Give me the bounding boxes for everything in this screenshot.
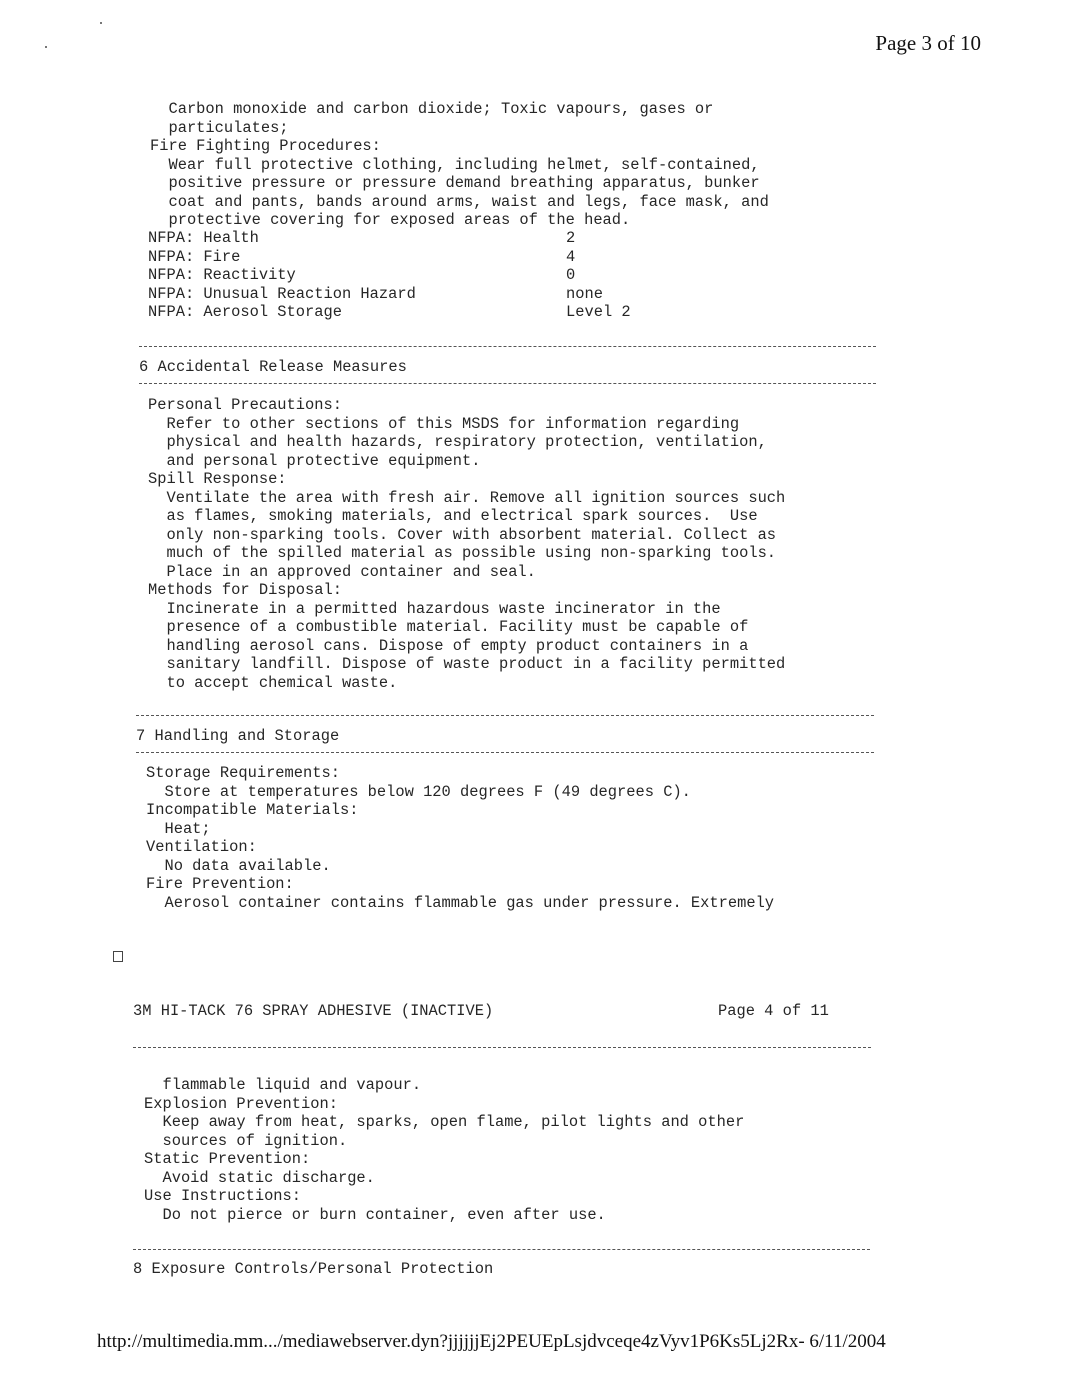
- nfpa-value: 2: [566, 229, 576, 247]
- nfpa-label: NFPA: Aerosol Storage: [148, 303, 342, 321]
- page-break-checkbox: [113, 951, 123, 962]
- footer: [97, 1331, 886, 1353]
- text-line: Wear full protective clothing, including helmet, self-contained,: [150, 155, 760, 174]
- text-line: Methods for Disposal:: [148, 581, 342, 599]
- nfpa-value: Level 2: [566, 303, 631, 321]
- section-rule: [133, 1047, 871, 1048]
- section-rule: [139, 346, 876, 347]
- text-line: sanitary landfill. Dispose of waste product in a facility permitted: [148, 655, 786, 673]
- text-line: Explosion Prevention:: [144, 1094, 338, 1113]
- nfpa-row: [148, 266, 576, 285]
- text-line: presence of a combustible material. Facility must be capable of: [148, 618, 749, 636]
- text-line: Spill Response:: [148, 470, 287, 488]
- text-line: Aerosol container contains flammable gas under pressure. Extremely: [146, 893, 775, 912]
- fire-fighting-text: [150, 100, 769, 230]
- text-line: Refer to other sections of this MSDS for information regarding: [148, 414, 740, 433]
- page-header: Page 3 of 10: [875, 31, 981, 55]
- text-line: Personal Precautions:: [148, 396, 342, 414]
- text-line: Keep away from heat, sparks, open flame, pilot lights and other: [144, 1113, 745, 1131]
- text-line: particulates;: [150, 118, 289, 137]
- text-line: No data available.: [146, 856, 331, 875]
- text-line: Use Instructions:: [144, 1187, 302, 1205]
- text-line: Fire Fighting Procedures:: [150, 137, 381, 155]
- nfpa-table: [148, 229, 631, 322]
- nfpa-row: [148, 284, 603, 304]
- text-line: sources of ignition.: [144, 1131, 348, 1150]
- section-6-body: [148, 396, 785, 692]
- text-line: Avoid static discharge.: [144, 1168, 375, 1187]
- nfpa-value: none: [566, 284, 603, 303]
- text-line: Do not pierce or burn container, even after use.: [144, 1205, 606, 1224]
- text-line: coat and pants, bands around arms, waist and legs, face mask, and: [150, 192, 769, 211]
- nfpa-label: NFPA: Unusual Reaction Hazard: [148, 284, 416, 303]
- text-line: and personal protective equipment.: [148, 451, 481, 470]
- nfpa-label: NFPA: Reactivity: [148, 266, 296, 284]
- text-line: Ventilate the area with fresh air. Remove all ignition sources such: [148, 488, 786, 507]
- text-line: much of the spilled material as possible using non-sparking tools.: [148, 544, 777, 562]
- section-7-body: [146, 764, 774, 912]
- text-line: flammable liquid and vapour.: [144, 1076, 422, 1094]
- nfpa-row: [148, 247, 576, 267]
- section-6-title: 6 Accidental Release Measures: [139, 358, 407, 376]
- section-rule: [139, 383, 876, 384]
- section-rule: [136, 752, 874, 753]
- text-line: Incompatible Materials:: [146, 801, 359, 819]
- footer-date: 6/11/2004: [809, 1331, 886, 1352]
- text-line: Static Prevention:: [144, 1150, 311, 1168]
- nfpa-row: [148, 303, 631, 322]
- text-line: Carbon monoxide and carbon dioxide; Toxic vapours, gases or: [150, 100, 714, 118]
- text-line: Fire Prevention:: [146, 875, 294, 893]
- text-line: to accept chemical waste.: [148, 673, 398, 692]
- text-line: Storage Requirements:: [146, 764, 340, 782]
- text-line: as flames, smoking materials, and electrical spark sources. Use: [148, 507, 758, 525]
- text-line: Ventilation:: [146, 838, 257, 856]
- nfpa-row: [148, 229, 576, 248]
- section-rule: [133, 1249, 870, 1250]
- nfpa-value: 0: [566, 266, 576, 284]
- text-line: physical and health hazards, respiratory protection, ventilation,: [148, 433, 767, 451]
- text-line: Store at temperatures below 120 degrees F (49 degrees C).: [146, 782, 691, 801]
- nfpa-value: 4: [566, 247, 576, 266]
- scan-speck: [100, 22, 102, 24]
- section-8-title: 8 Exposure Controls/Personal Protection: [133, 1260, 494, 1278]
- product-name: 3M HI-TACK 76 SPRAY ADHESIVE (INACTIVE): [133, 1002, 494, 1020]
- text-line: positive pressure or pressure demand breathing apparatus, bunker: [150, 174, 760, 192]
- section-7-continued: [144, 1076, 744, 1224]
- text-line: protective covering for exposed areas of the head.: [150, 211, 631, 229]
- nfpa-label: NFPA: Health: [148, 229, 259, 247]
- text-line: only non-sparking tools. Cover with absorbent material. Collect as: [148, 525, 777, 544]
- text-line: Place in an approved container and seal.: [148, 562, 536, 581]
- nfpa-label: NFPA: Fire: [148, 247, 241, 266]
- inner-page-number: Page 4 of 11: [718, 1002, 829, 1020]
- text-line: Incinerate in a permitted hazardous waste incinerator in the: [148, 599, 721, 618]
- footer-url[interactable]: http://multimedia.mm.../mediawebserver.dyn?jjjjjjEj2PEUEpLsjdvceqe4zVyv1P6Ks5Lj2Rx-: [97, 1331, 805, 1352]
- text-line: handling aerosol cans. Dispose of empty product containers in a: [148, 636, 749, 655]
- scan-speck: [45, 46, 47, 48]
- section-rule: [136, 715, 874, 716]
- section-7-title: 7 Handling and Storage: [136, 727, 340, 745]
- text-line: Heat;: [146, 819, 211, 838]
